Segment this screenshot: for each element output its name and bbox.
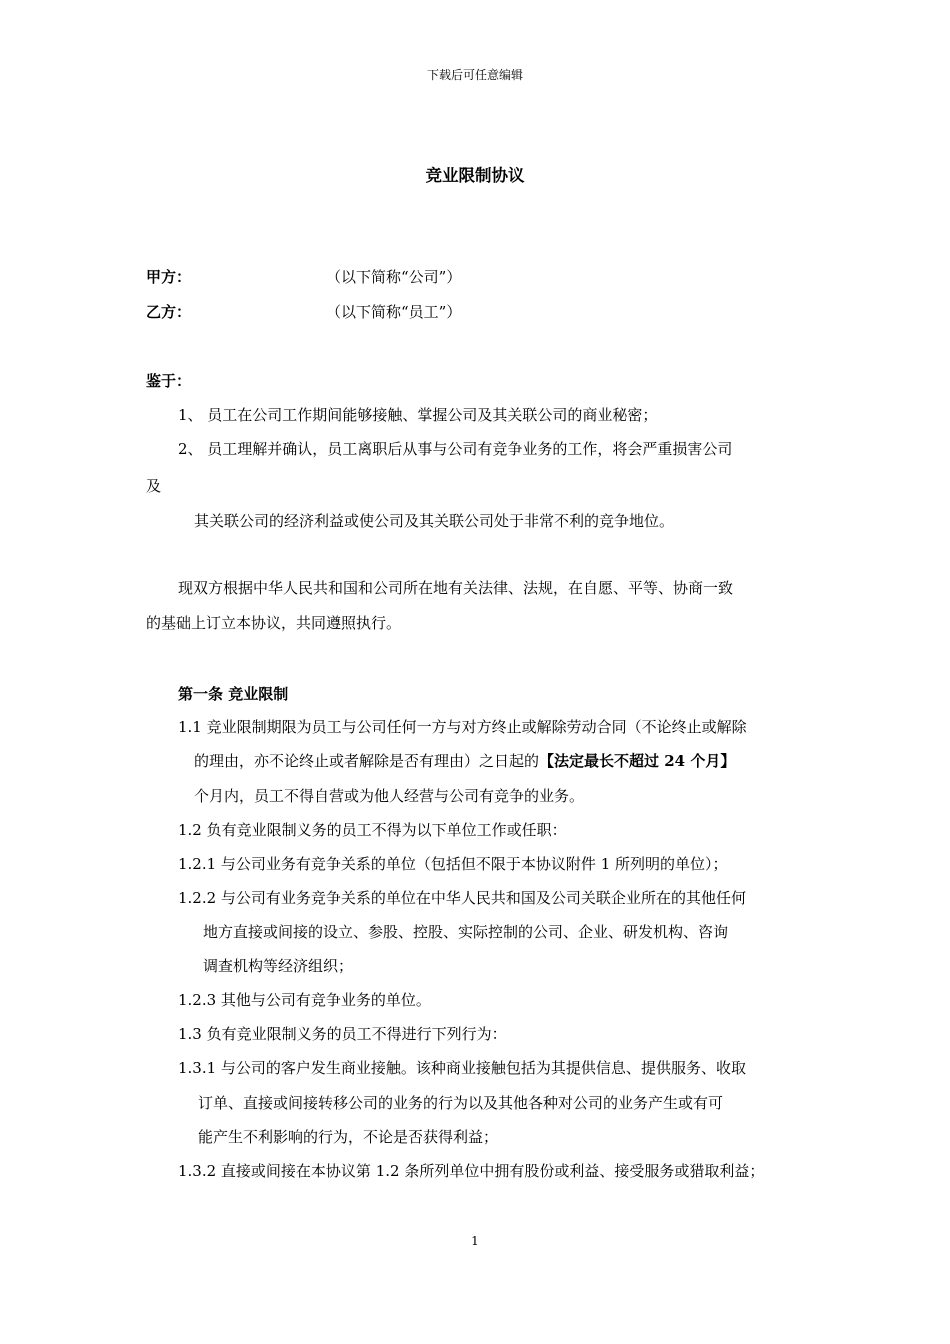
clause-1-3: 1.3 负有竞业限制义务的员工不得进行下列行为： <box>178 1025 507 1043</box>
clause-1-2: 1.2 负有竞业限制义务的员工不得为以下单位工作或任职： <box>178 821 567 839</box>
whereas-item-2-line-2: 及 <box>146 477 162 495</box>
page-header: 下载后可任意编辑 <box>426 68 523 82</box>
clause-1-2-2-line-1: 1.2.2 与公司有业务竞争关系的单位在中华人民共和国及公司关联企业所在的其他任何 <box>178 889 746 907</box>
clause-1-1-line-3: 个月内，员工不得自营或为他人经营与公司有竞争的业务。 <box>194 787 585 805</box>
clause-1-3-1-line-1: 1.3.1 与公司的客户发生商业接触。该种商业接触包括为其提供信息、提供服务、收取 <box>178 1059 746 1077</box>
page-number: 1 <box>471 1234 479 1248</box>
party-a-note: （以下简称“公司”） <box>326 268 462 286</box>
preamble-line-2: 的基础上订立本协议，共同遵照执行。 <box>146 614 402 632</box>
party-b-note: （以下简称“员工”） <box>326 303 462 321</box>
clause-1-2-3: 1.2.3 其他与公司有竞争业务的单位。 <box>178 991 431 1009</box>
clause-1-2-2-line-3: 调查机构等经济组织； <box>203 957 354 975</box>
clause-1-1-line-2 <box>194 750 735 771</box>
clause-1-1-line-1: 1.1 竞业限制期限为员工与公司任何一方与对方终止或解除劳动合同（不论终止或解除 <box>178 718 747 736</box>
document-title: 竞业限制协议 <box>425 166 525 185</box>
clause-1-3-1-line-3: 能产生不利影响的行为，不论是否获得利益； <box>198 1128 499 1146</box>
party-b-label: 乙方： <box>146 303 192 321</box>
clause-1-2-1: 1.2.1 与公司业务有竞争关系的单位（包括但不限于本协议附件 1 所列明的单位）； <box>178 855 728 873</box>
whereas-item-2-line-1: 2、 员工理解并确认，员工离职后从事与公司有竞争业务的工作，将会严重损害公司 <box>178 440 733 458</box>
whereas-item-2-line-3: 其关联公司的经济利益或使公司及其关联公司处于非常不利的竞争地位。 <box>194 512 675 530</box>
clause-1-1-line-2-text: 的理由，亦不论终止或者解除是否有理由）之日起的 <box>194 752 540 770</box>
clause-1-3-2: 1.3.2 直接或间接在本协议第 1.2 条所列单位中拥有股份或利益、接受服务或猎取利益； <box>178 1162 765 1180</box>
clause-1-3-1-line-2: 订单、直接或间接转移公司的业务的行为以及其他各种对公司的业务产生或有可 <box>198 1094 724 1112</box>
whereas-item-1: 1、 员工在公司工作期间能够接触、掌握公司及其关联公司的商业秘密； <box>178 406 658 424</box>
whereas-heading: 鉴于： <box>146 372 192 390</box>
article-1-heading: 第一条 竞业限制 <box>178 685 289 703</box>
statutory-limit-emphasis: 【法定最长不超过 24 个月】 <box>539 752 736 770</box>
party-a-label: 甲方： <box>146 268 192 286</box>
preamble-line-1: 现双方根据中华人民共和国和公司所在地有关法律、法规，在自愿、平等、协商一致 <box>178 579 734 597</box>
clause-1-2-2-line-2: 地方直接或间接的设立、参股、控股、实际控制的公司、企业、研发机构、咨询 <box>203 923 729 941</box>
